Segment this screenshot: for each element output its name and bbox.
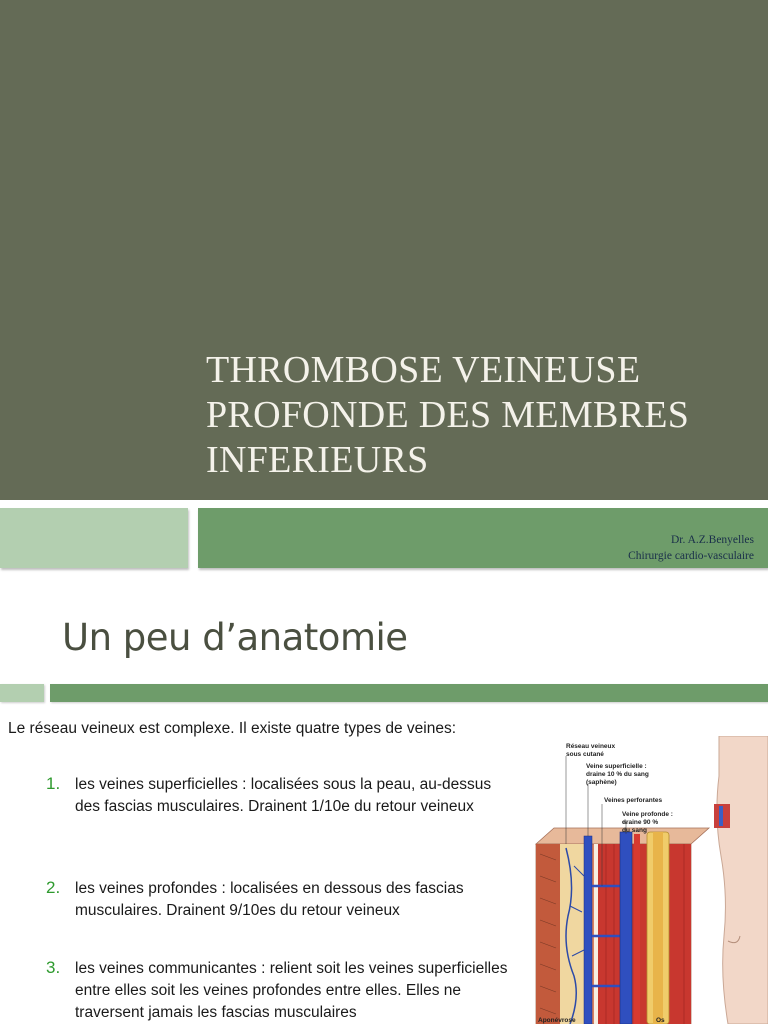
deep-artery [634,834,640,1024]
author-name: Dr. A.Z.Benyelles [670,534,754,546]
decorative-band-light [0,508,188,568]
skin-layer [536,844,560,1024]
label-aponevrose: Aponévrose [538,1017,576,1024]
list-number: 3. [46,958,61,977]
label-superficielle-2: draine 10 % du sang [586,771,649,778]
label-superficielle-1: Veine superficielle : [586,763,647,770]
intro-text: Le réseau veineux est complexe. Il existe quatre types de veines: [8,720,457,737]
superficial-vein [584,836,592,1024]
author-department: Chirurgie cardio-vasculaire [628,550,754,562]
list-text: les veines profondes : localisées en dessous des fascias musculaires. Drainent 9/10es du retour veineux [75,880,464,919]
leg-silhouette [717,736,768,1024]
slide-title-line-1: THROMBOSE VEINEUSE [206,349,641,391]
label-profonde-1: Veine profonde : [622,811,673,818]
label-perforantes: Veines perforantes [604,797,663,804]
aponevrose-layer [594,844,598,1024]
label-os: Os [656,1017,665,1024]
deep-vein [620,832,632,1024]
label-superficielle-3: (saphène) [586,779,617,786]
label-profonde-2: draine 90 % [622,819,659,826]
list-text: les veines superficielles : localisées sous la peau, au-dessus des fascias musculaires. Drainent 1/10e du retour veineux [75,776,492,815]
list-number: 2. [46,878,61,897]
anatomy-diagram [514,736,768,1024]
muscle-layer [598,844,691,1024]
venous-anatomy-illustration [514,736,768,1024]
author-block [628,532,754,564]
slide-title-line-2: PROFONDE DES MEMBRES [206,394,690,436]
bone-marrow [653,832,663,1024]
slide-title [206,348,751,483]
section-heading: Un peu d’anatomie [62,616,408,659]
decorative-band-light-small [0,684,44,702]
label-reseau-2: sous cutané [566,751,604,758]
list-number: 1. [46,774,61,793]
label-reseau-1: Réseau veineux [566,743,616,750]
list-text: les veines communicantes : relient soit les veines superficielles entre elles soit les veines profondes entre elles. Elles ne traversent jamais les fascias musculaires [75,960,508,1021]
leg-section-vein [719,806,723,826]
decorative-band-dark-long [50,684,768,702]
label-profonde-3: du sang [622,827,647,834]
slide-title-line-3: INFERIEURS [206,439,429,481]
